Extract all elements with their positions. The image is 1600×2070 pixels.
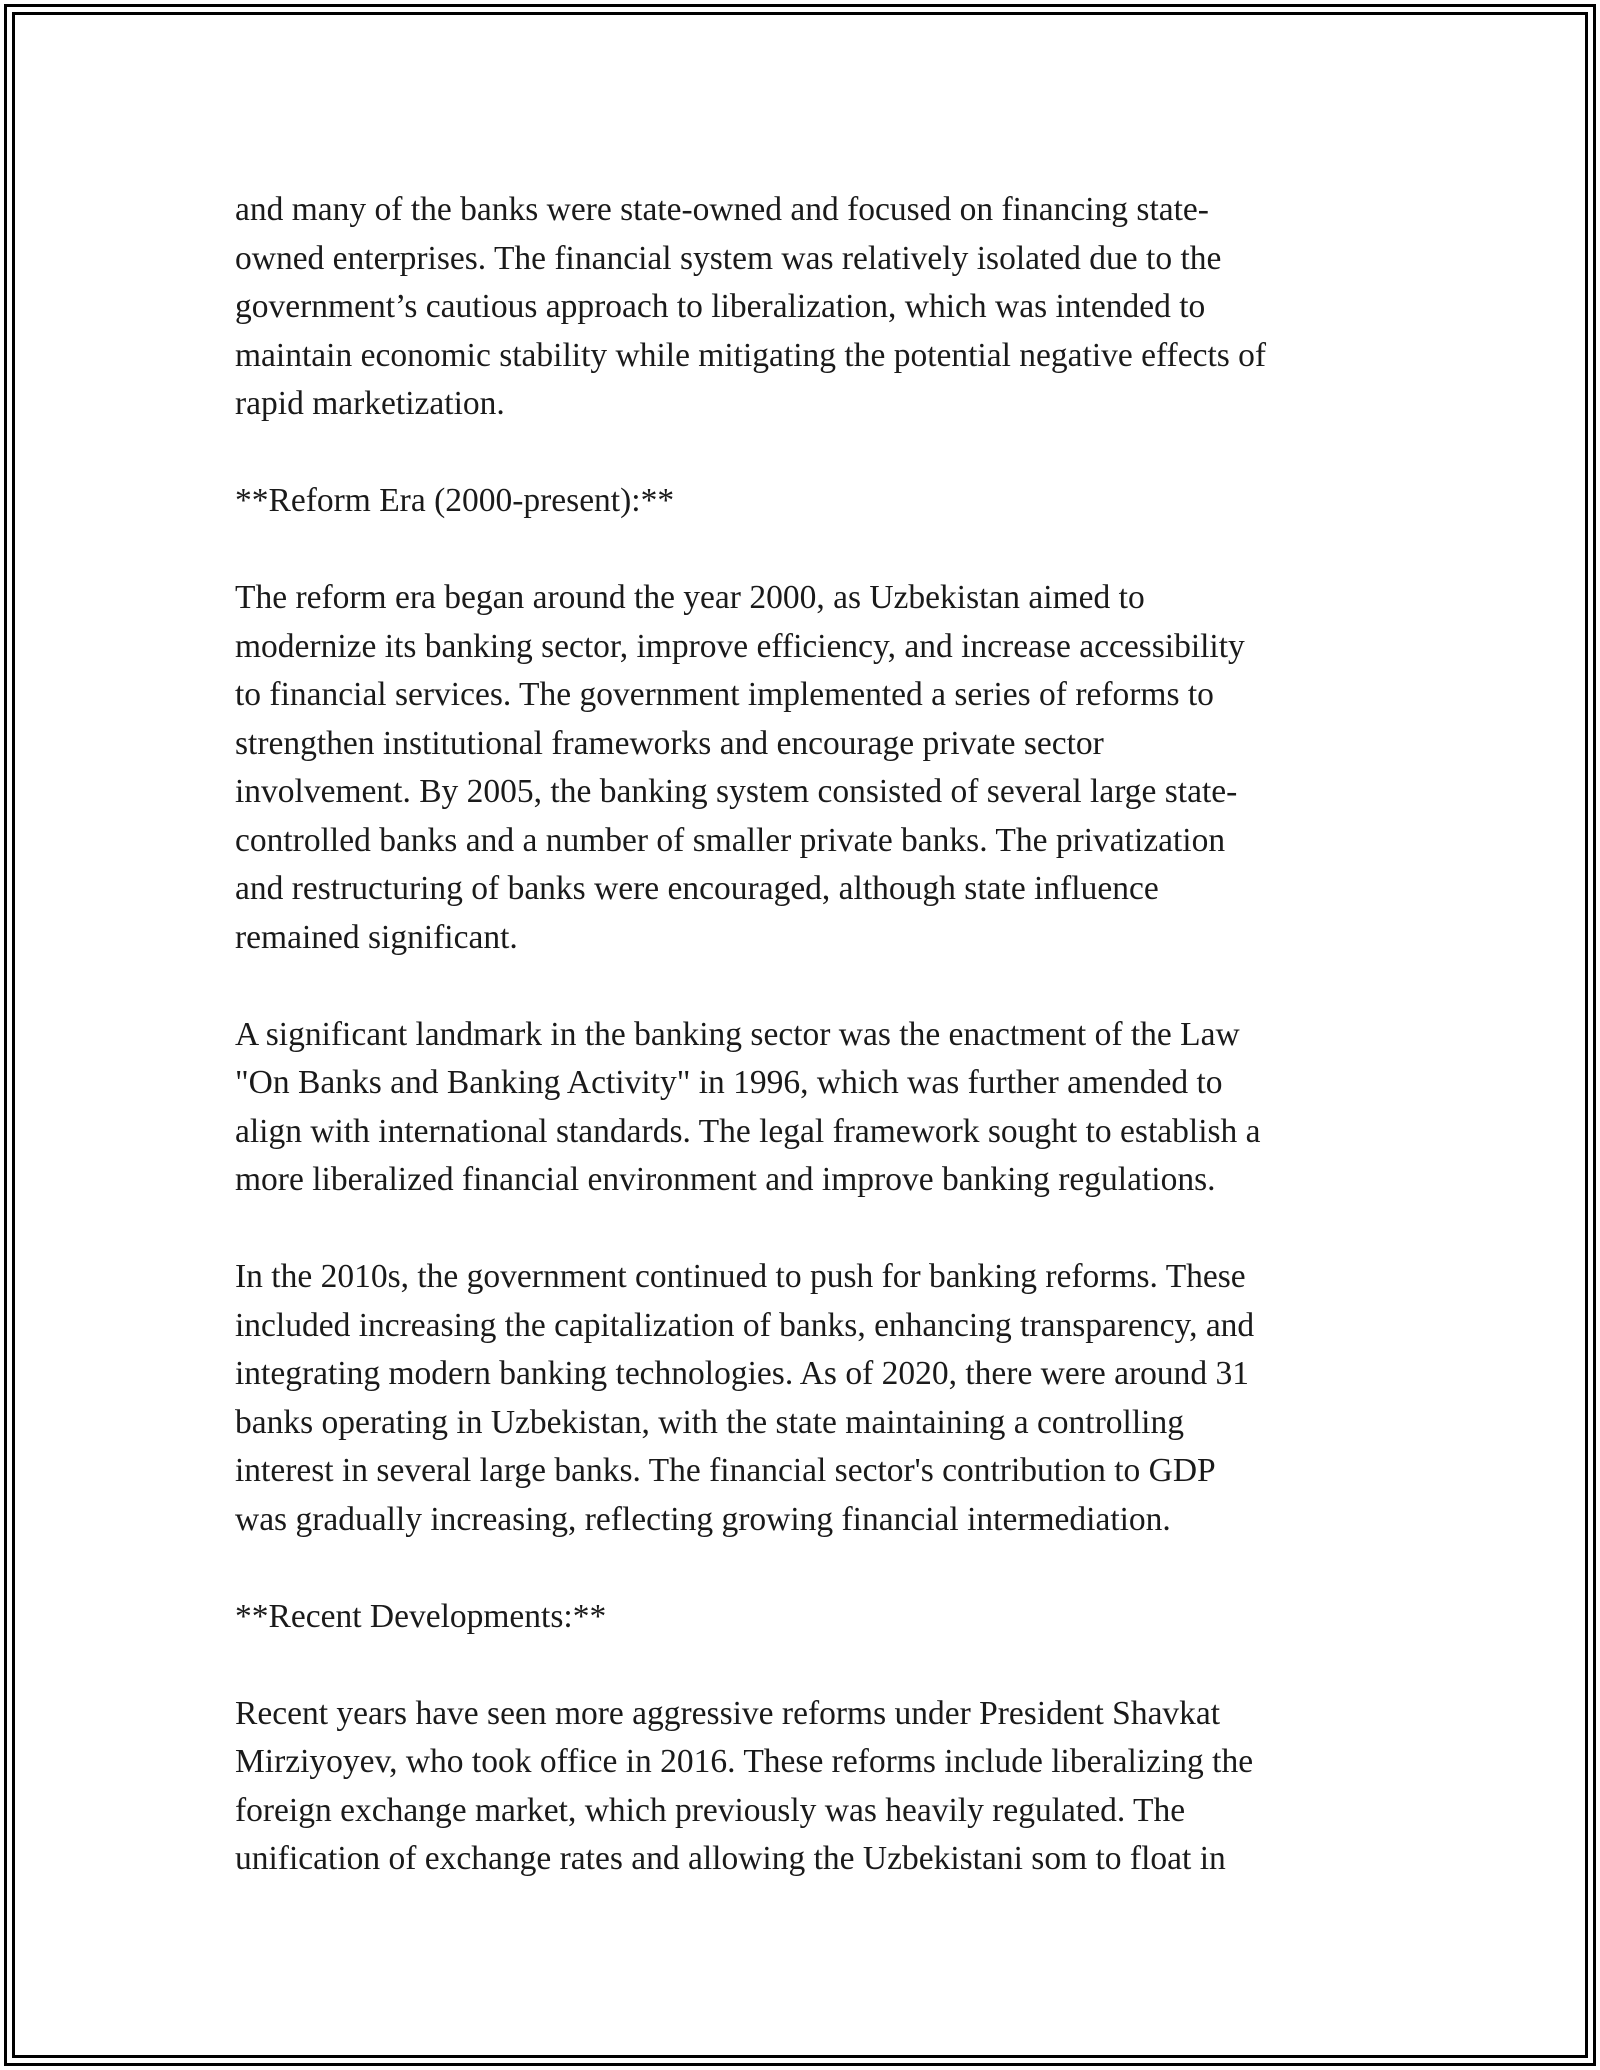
text-line: unification of exchange rates and allowing the Uzbekistani som to float in [235,1840,1226,1877]
text-line: government’s cautious approach to liberalization, which was intended to [235,288,1206,325]
text-line: owned enterprises. The financial system was relatively isolated due to the [235,239,1222,277]
text-line: involvement. By 2005, the banking system consisted of several large state- [235,773,1238,810]
text-line: foreign exchange market, which previously was heavily regulated. The [235,1791,1186,1829]
paragraph-2010s-reforms [235,1253,1380,1544]
paragraph-reform-era [235,574,1380,962]
text-line: modernize its banking sector, improve efficiency, and increase accessibility [235,627,1245,665]
text-line: included increasing the capitalization of banks, enhancing transparency, and [235,1306,1255,1344]
text-line: The reform era began around the year 2000, as Uzbekistan aimed to [235,579,1145,616]
text-line: strengthen institutional frameworks and encourage private sector [235,724,1104,762]
text-line: integrating modern banking technologies. As of 2020, there were around 31 [235,1355,1250,1392]
text-line: was gradually increasing, reflecting growing financial intermediation. [235,1500,1171,1538]
text-line: align with international standards. The legal framework sought to establish a [235,1112,1261,1150]
text-line: controlled banks and a number of smaller private banks. The privatization [235,821,1226,859]
text-line: interest in several large banks. The financial sector's contribution to GDP [235,1452,1216,1489]
text-line: maintain economic stability while mitigating the potential negative effects of [235,336,1267,374]
text-line: and restructuring of banks were encouraged, although state influence [235,870,1159,907]
heading-line: **Reform Era (2000-present):** [235,482,675,519]
section-heading-recent-developments [235,1593,1380,1642]
text-line: In the 2010s, the government continued to push for banking reforms. These [235,1258,1246,1295]
text-line: Recent years have seen more aggressive reforms under President Shavkat [235,1694,1221,1732]
paragraph-intro-continuation [235,186,1380,429]
text-line: and many of the banks were state-owned and focused on financing state- [235,191,1209,228]
document-body [235,186,1380,1884]
text-line: more liberalized financial environment and improve banking regulations. [235,1161,1216,1198]
text-line: remained significant. [235,918,518,956]
text-line: rapid marketization. [235,385,505,422]
text-line: A significant landmark in the banking sector was the enactment of the Law [235,1015,1240,1053]
heading-line: **Recent Developments:** [235,1597,607,1635]
text-line: to financial services. The government implemented a series of reforms to [235,676,1214,713]
text-line: Mirziyoyev, who took office in 2016. These reforms include liberalizing the [235,1743,1254,1780]
text-line: banks operating in Uzbekistan, with the state maintaining a controlling [235,1403,1184,1441]
paragraph-recent-developments [235,1690,1380,1884]
text-line: "On Banks and Banking Activity" in 1996, which was further amended to [235,1064,1223,1101]
section-heading-reform-era [235,477,1380,526]
paragraph-banking-law [235,1011,1380,1205]
